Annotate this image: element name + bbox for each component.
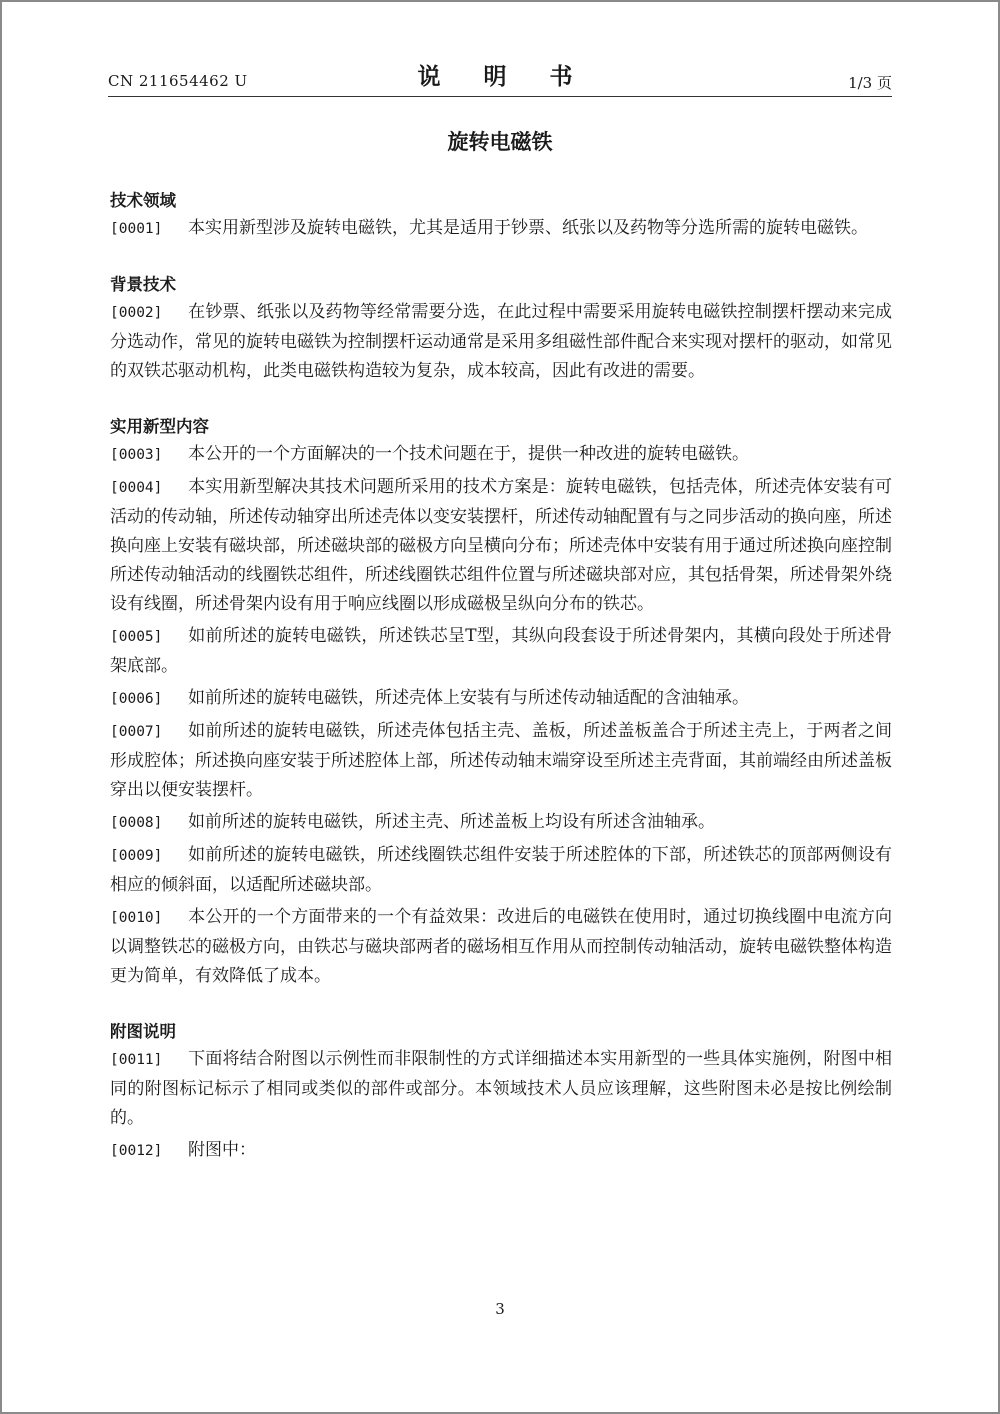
paragraph-number: [0011] [110,1052,163,1068]
page-header [108,58,892,96]
section [110,272,892,386]
paragraph-text: 本实用新型涉及旋转电磁铁，尤其是适用于钞票、纸张以及药物等分选所需的旋转电磁铁。 [188,218,868,238]
paragraph-text: 本实用新型解决其技术问题所采用的技术方案是：旋转电磁铁，包括壳体，所述壳体安装有可活动的传动轴，所述传动轴穿出所述壳体以变安装摆杆，所述传动轴配置有与之同步活动的换向座，所述换向座上安装有磁块部，所述磁块部的磁极方向呈横向分布；所述壳体中安装有用于通过所述换向座控制所述传动轴活动的线圈铁芯组件，所述线圈铁芯组件位置与所述磁块部对应，其包括骨架，所述骨架外绕设有线圈，所述骨架内设有用于响应线圈以形成磁极呈纵向分布的铁芯。 [110,477,892,614]
header-divider [108,96,892,97]
page-number: 3 [495,1300,505,1318]
section-heading: 技术领域 [110,191,176,210]
paragraph-number: [0002] [110,305,163,321]
section [110,414,892,991]
section [110,1019,892,1166]
paragraph [110,684,892,714]
paragraph-number: [0007] [110,724,163,740]
paragraph-number: [0006] [110,691,163,707]
paragraph [110,808,892,838]
paragraph [110,1136,892,1166]
paragraph-text: 如前所述的旋转电磁铁，所述壳体包括主壳、盖板，所述盖板盖合于所述主壳上，于两者之间形成腔体；所述换向座安装于所述腔体上部，所述传动轴末端穿设至所述主壳背面，其前端经由所述盖板穿出以便安装摆杆。 [110,721,892,800]
paragraph-text: 下面将结合附图以示例性而非限制性的方式详细描述本实用新型的一些具体实施例，附图中相同的附图标记标示了相同或类似的部件或部分。本领域技术人员应该理解，这些附图未必是按比例绘制的。 [110,1049,892,1128]
paragraph-number: [0005] [110,629,163,645]
section-heading: 背景技术 [110,275,176,294]
paragraph-number: [0012] [110,1143,163,1159]
paragraph [110,214,892,244]
document-type-title: 说 明 书 [417,64,583,90]
paragraph [110,622,892,681]
paragraph [110,1045,892,1133]
section-heading: 附图说明 [110,1022,176,1041]
paragraph-text: 如前所述的旋转电磁铁，所述线圈铁芯组件安装于所述腔体的下部，所述铁芯的顶部两侧设有相应的倾斜面，以适配所述磁块部。 [110,845,892,895]
paragraph-text: 附图中： [188,1140,256,1160]
paragraph-number: [0010] [110,910,163,926]
paragraph [110,717,892,805]
patent-title: 旋转电磁铁 [447,130,553,154]
paragraph [110,473,892,619]
paragraph [110,298,892,386]
paragraph [110,903,892,991]
paragraph-text: 本公开的一个方面解决的一个技术问题在于，提供一种改进的旋转电磁铁。 [188,444,749,464]
paragraph-number: [0009] [110,848,163,864]
paragraph-number: [0004] [110,480,163,496]
paragraph-number: [0008] [110,815,163,831]
paragraph [110,440,892,470]
page-indicator: 1/3 页 [848,74,892,92]
paragraph-text: 本公开的一个方面带来的一个有益效果：改进后的电磁铁在使用时，通过切换线圈中电流方向以调整铁芯的磁极方向，由铁芯与磁块部两者的磁场相互作用从而控制传动轴活动，旋转电磁铁整体构造更为简单，有效降低了成本。 [110,907,892,986]
paragraph-number: [0003] [110,447,163,463]
paragraph [110,841,892,900]
paragraph-text: 在钞票、纸张以及药物等经常需要分选，在此过程中需要采用旋转电磁铁控制摆杆摆动来完成分选动作，常见的旋转电磁铁为控制摆杆运动通常是采用多组磁性部件配合来实现对摆杆的驱动，如常见的双铁芯驱动机构，此类电磁铁构造较为复杂，成本较高，因此有改进的需要。 [110,302,892,381]
paragraph-text: 如前所述的旋转电磁铁，所述壳体上安装有与所述传动轴适配的含油轴承。 [188,688,749,708]
section [110,188,892,244]
paragraph-number: [0001] [110,221,163,237]
paragraph-text: 如前所述的旋转电磁铁，所述主壳、所述盖板上均设有所述含油轴承。 [188,812,715,832]
document-number: CN 211654462 U [108,72,248,90]
paragraph-text: 如前所述的旋转电磁铁，所述铁芯呈T型，其纵向段套设于所述骨架内，其横向段处于所述骨架底部。 [110,626,892,676]
document-body [110,188,892,1194]
section-heading: 实用新型内容 [110,417,209,436]
